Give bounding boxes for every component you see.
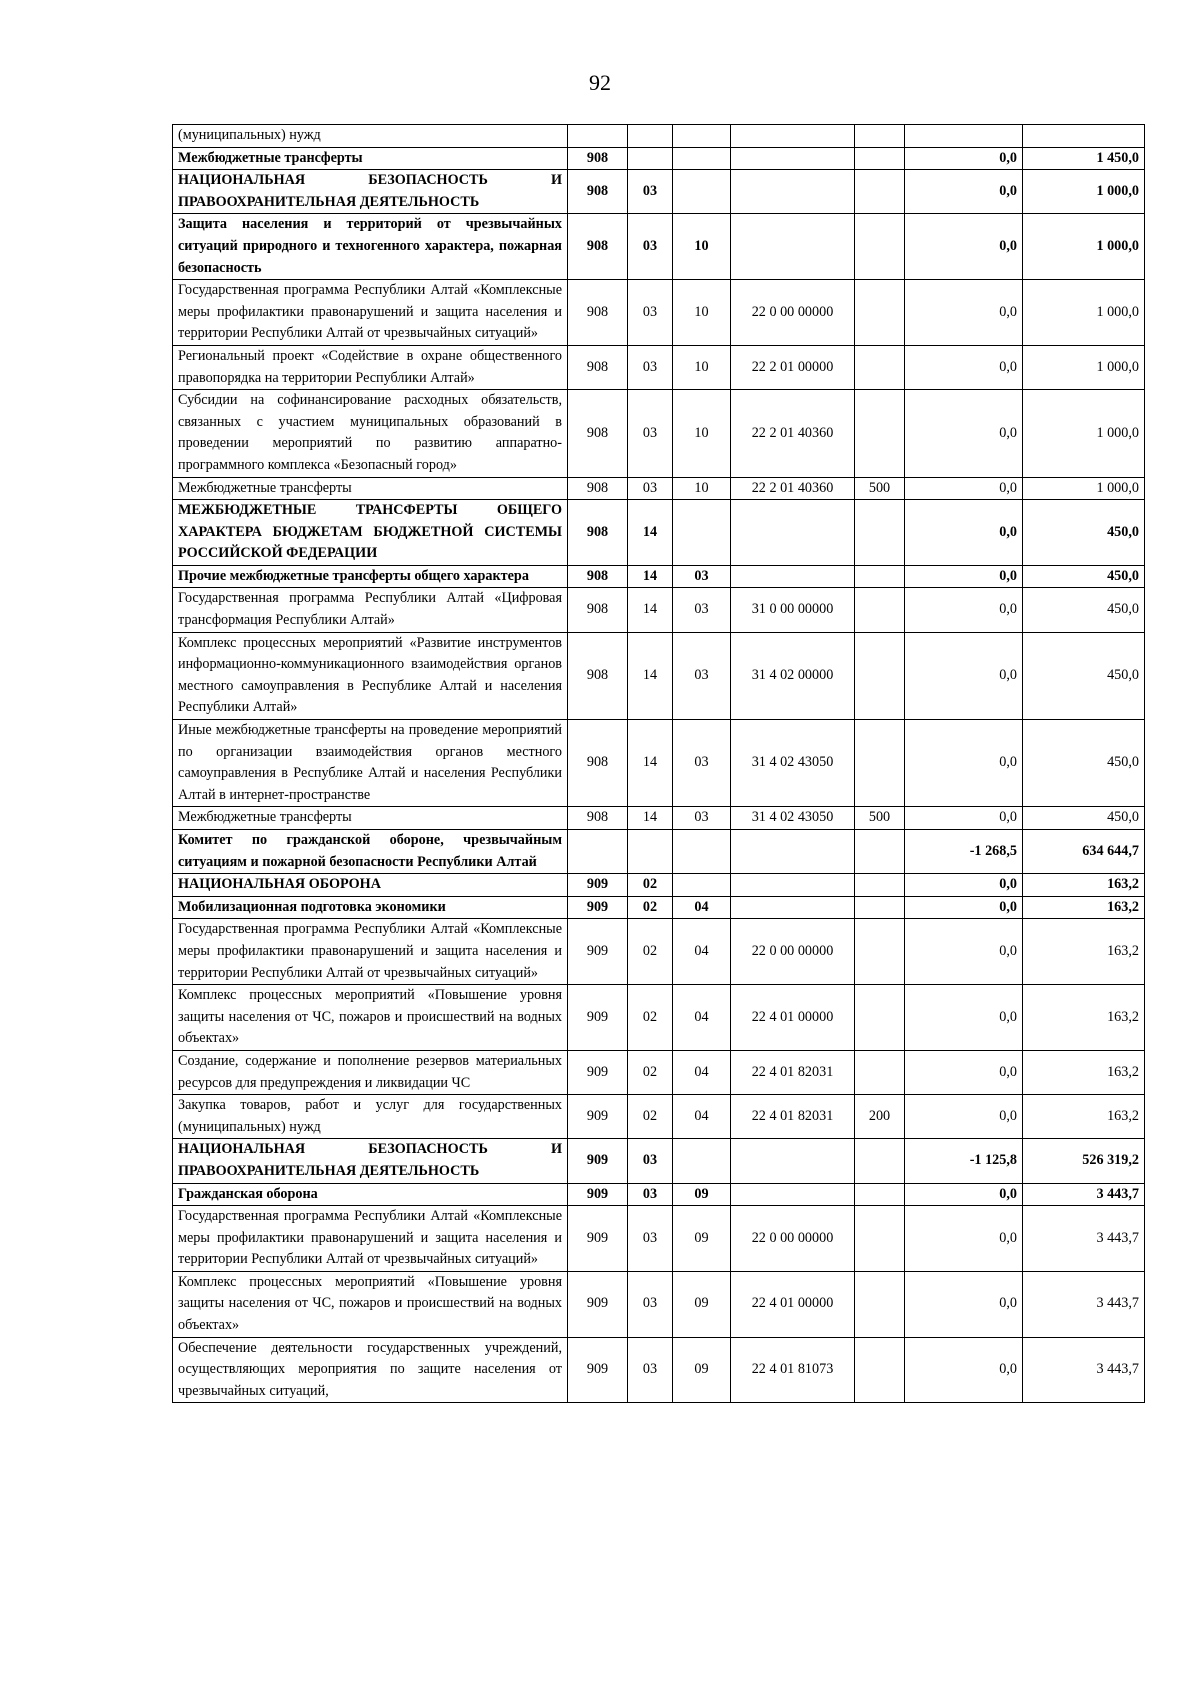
target-article-code	[731, 1183, 855, 1206]
amount-total: 450,0	[1023, 720, 1145, 807]
table-row	[173, 1139, 1145, 1183]
subsection-code	[673, 874, 731, 897]
amount-change: -1 125,8	[905, 1139, 1023, 1183]
target-article-code	[731, 896, 855, 919]
amount-change: 0,0	[905, 1183, 1023, 1206]
target-article-code	[731, 170, 855, 214]
subsection-code	[673, 125, 731, 148]
target-article-code: 22 4 01 82031	[731, 1050, 855, 1094]
amount-total	[1023, 125, 1145, 148]
ministry-code: 908	[568, 477, 628, 500]
table-row	[173, 170, 1145, 214]
target-article-code	[731, 830, 855, 874]
amount-change: 0,0	[905, 280, 1023, 346]
amount-change	[905, 125, 1023, 148]
target-article-code: 22 2 01 00000	[731, 345, 855, 389]
target-article-code	[731, 565, 855, 588]
row-name: Межбюджетные трансферты	[173, 807, 568, 830]
section-code: 03	[628, 1206, 673, 1272]
amount-change: 0,0	[905, 147, 1023, 170]
section-code: 03	[628, 170, 673, 214]
subsection-code: 10	[673, 390, 731, 477]
target-article-code: 31 4 02 43050	[731, 807, 855, 830]
section-code: 02	[628, 1050, 673, 1094]
row-name: Комплекс процессных мероприятий «Повышение уровня защиты населения от ЧС, пожаров и происшествий на водных объектах»	[173, 1271, 568, 1337]
amount-change: 0,0	[905, 632, 1023, 719]
ministry-code: 909	[568, 1183, 628, 1206]
row-name: Субсидии на софинансирование расходных обязательств, связанных с участием муниципальных образований в проведении мероприятий по развитию аппаратно-программного комплекса «Безопасный город»	[173, 390, 568, 477]
subsection-code	[673, 500, 731, 566]
row-name: Прочие межбюджетные трансферты общего характера	[173, 565, 568, 588]
target-article-code: 31 4 02 43050	[731, 720, 855, 807]
section-code	[628, 830, 673, 874]
subsection-code	[673, 147, 731, 170]
row-name: Гражданская оборона	[173, 1183, 568, 1206]
row-name: Защита населения и территорий от чрезвычайных ситуаций природного и техногенного характера, пожарная безопасность	[173, 214, 568, 280]
row-name: Межбюджетные трансферты	[173, 147, 568, 170]
subsection-code: 03	[673, 632, 731, 719]
subsection-code: 03	[673, 807, 731, 830]
row-name: Иные межбюджетные трансферты на проведение мероприятий по организации взаимодействия органов местного самоуправления в Республике Алтай и населения Республики Алтай в интернет-пространстве	[173, 720, 568, 807]
amount-total: 1 000,0	[1023, 345, 1145, 389]
amount-total: 1 000,0	[1023, 280, 1145, 346]
row-name: МЕЖБЮДЖЕТНЫЕ ТРАНСФЕРТЫ ОБЩЕГО ХАРАКТЕРА БЮДЖЕТАМ БЮДЖЕТНОЙ СИСТЕМЫ РОССИЙСКОЙ ФЕДЕРАЦИИ	[173, 500, 568, 566]
section-code: 02	[628, 1095, 673, 1139]
expense-type-code: 500	[855, 477, 905, 500]
section-code: 02	[628, 919, 673, 985]
expense-type-code	[855, 1183, 905, 1206]
target-article-code	[731, 214, 855, 280]
table-row	[173, 565, 1145, 588]
expense-type-code	[855, 985, 905, 1051]
row-name: Комитет по гражданской обороне, чрезвычайным ситуациям и пожарной безопасности Республики Алтай	[173, 830, 568, 874]
amount-change: 0,0	[905, 919, 1023, 985]
amount-change: 0,0	[905, 477, 1023, 500]
row-name: Мобилизационная подготовка экономики	[173, 896, 568, 919]
table-row	[173, 807, 1145, 830]
target-article-code: 22 4 01 82031	[731, 1095, 855, 1139]
subsection-code: 10	[673, 477, 731, 500]
table-row	[173, 720, 1145, 807]
ministry-code: 908	[568, 214, 628, 280]
amount-total: 450,0	[1023, 500, 1145, 566]
subsection-code: 10	[673, 345, 731, 389]
ministry-code: 909	[568, 874, 628, 897]
section-code: 03	[628, 1271, 673, 1337]
section-code: 03	[628, 477, 673, 500]
expense-type-code	[855, 1139, 905, 1183]
expense-type-code	[855, 1271, 905, 1337]
expense-type-code	[855, 170, 905, 214]
target-article-code: 22 2 01 40360	[731, 477, 855, 500]
ministry-code: 908	[568, 588, 628, 632]
target-article-code: 22 4 01 00000	[731, 1271, 855, 1337]
expense-type-code	[855, 1206, 905, 1272]
amount-total: 163,2	[1023, 896, 1145, 919]
table-row	[173, 147, 1145, 170]
ministry-code: 908	[568, 500, 628, 566]
amount-change: 0,0	[905, 1271, 1023, 1337]
table-row	[173, 632, 1145, 719]
table-row	[173, 985, 1145, 1051]
amount-total: 450,0	[1023, 588, 1145, 632]
ministry-code: 908	[568, 390, 628, 477]
amount-change: 0,0	[905, 896, 1023, 919]
row-name: Межбюджетные трансферты	[173, 477, 568, 500]
table-row	[173, 1271, 1145, 1337]
expense-type-code	[855, 214, 905, 280]
target-article-code: 31 0 00 00000	[731, 588, 855, 632]
target-article-code: 22 0 00 00000	[731, 280, 855, 346]
subsection-code: 04	[673, 1050, 731, 1094]
ministry-code: 909	[568, 919, 628, 985]
row-name: НАЦИОНАЛЬНАЯ ОБОРОНА	[173, 874, 568, 897]
row-name: НАЦИОНАЛЬНАЯ БЕЗОПАСНОСТЬ И ПРАВООХРАНИТЕЛЬНАЯ ДЕЯТЕЛЬНОСТЬ	[173, 1139, 568, 1183]
amount-total: 163,2	[1023, 985, 1145, 1051]
amount-change: 0,0	[905, 720, 1023, 807]
amount-change: 0,0	[905, 214, 1023, 280]
subsection-code: 09	[673, 1271, 731, 1337]
expense-type-code	[855, 1050, 905, 1094]
table-row	[173, 588, 1145, 632]
amount-total: 1 000,0	[1023, 214, 1145, 280]
amount-change: 0,0	[905, 170, 1023, 214]
row-name: (муниципальных) нужд	[173, 125, 568, 148]
section-code: 02	[628, 896, 673, 919]
amount-total: 450,0	[1023, 565, 1145, 588]
amount-change: 0,0	[905, 1050, 1023, 1094]
ministry-code: 909	[568, 985, 628, 1051]
amount-total: 163,2	[1023, 1050, 1145, 1094]
expense-type-code: 200	[855, 1095, 905, 1139]
amount-change: 0,0	[905, 588, 1023, 632]
table-body	[173, 125, 1145, 1403]
table-row	[173, 830, 1145, 874]
subsection-code	[673, 170, 731, 214]
section-code	[628, 125, 673, 148]
amount-change: 0,0	[905, 1206, 1023, 1272]
ministry-code	[568, 125, 628, 148]
section-code	[628, 147, 673, 170]
row-name: Обеспечение деятельности государственных учреждений, осуществляющих мероприятия по защите населения от чрезвычайных ситуаций,	[173, 1337, 568, 1403]
amount-total: 634 644,7	[1023, 830, 1145, 874]
amount-change: 0,0	[905, 565, 1023, 588]
table-row	[173, 477, 1145, 500]
expense-type-code	[855, 830, 905, 874]
section-code: 03	[628, 1139, 673, 1183]
subsection-code: 09	[673, 1206, 731, 1272]
amount-change: 0,0	[905, 500, 1023, 566]
expense-type-code: 500	[855, 807, 905, 830]
section-code: 14	[628, 720, 673, 807]
ministry-code: 908	[568, 345, 628, 389]
amount-change: 0,0	[905, 1337, 1023, 1403]
amount-change: 0,0	[905, 807, 1023, 830]
subsection-code: 03	[673, 565, 731, 588]
amount-total: 1 450,0	[1023, 147, 1145, 170]
expense-type-code	[855, 280, 905, 346]
expense-type-code	[855, 147, 905, 170]
amount-total: 3 443,7	[1023, 1271, 1145, 1337]
expense-type-code	[855, 565, 905, 588]
subsection-code	[673, 830, 731, 874]
subsection-code: 04	[673, 896, 731, 919]
expense-type-code	[855, 632, 905, 719]
ministry-code: 909	[568, 1271, 628, 1337]
expense-type-code	[855, 345, 905, 389]
ministry-code: 908	[568, 170, 628, 214]
table-row	[173, 1095, 1145, 1139]
expense-type-code	[855, 720, 905, 807]
row-name: Региональный проект «Содействие в охране общественного правопорядка на территории Республики Алтай»	[173, 345, 568, 389]
table-row	[173, 1183, 1145, 1206]
expense-type-code	[855, 919, 905, 985]
row-name: Государственная программа Республики Алтай «Комплексные меры профилактики правонарушений и защита населения и территории Республики Алтай от чрезвычайных ситуаций»	[173, 1206, 568, 1272]
subsection-code: 10	[673, 280, 731, 346]
subsection-code: 10	[673, 214, 731, 280]
ministry-code: 908	[568, 565, 628, 588]
table-row	[173, 390, 1145, 477]
row-name: Создание, содержание и пополнение резервов материальных ресурсов для предупреждения и ликвидации ЧС	[173, 1050, 568, 1094]
target-article-code: 22 0 00 00000	[731, 919, 855, 985]
ministry-code: 909	[568, 896, 628, 919]
ministry-code: 908	[568, 147, 628, 170]
ministry-code: 908	[568, 632, 628, 719]
amount-total: 163,2	[1023, 919, 1145, 985]
table-row	[173, 896, 1145, 919]
expense-type-code	[855, 390, 905, 477]
row-name: НАЦИОНАЛЬНАЯ БЕЗОПАСНОСТЬ И ПРАВООХРАНИТЕЛЬНАЯ ДЕЯТЕЛЬНОСТЬ	[173, 170, 568, 214]
section-code: 14	[628, 500, 673, 566]
section-code: 03	[628, 345, 673, 389]
subsection-code: 09	[673, 1337, 731, 1403]
subsection-code: 03	[673, 720, 731, 807]
row-name: Государственная программа Республики Алтай «Цифровая трансформация Республики Алтай»	[173, 588, 568, 632]
ministry-code	[568, 830, 628, 874]
amount-total: 163,2	[1023, 1095, 1145, 1139]
amount-total: 526 319,2	[1023, 1139, 1145, 1183]
subsection-code: 04	[673, 1095, 731, 1139]
amount-change: 0,0	[905, 985, 1023, 1051]
table-row	[173, 1337, 1145, 1403]
amount-total: 1 000,0	[1023, 477, 1145, 500]
table-row	[173, 1050, 1145, 1094]
ministry-code: 909	[568, 1139, 628, 1183]
target-article-code: 22 2 01 40360	[731, 390, 855, 477]
target-article-code: 22 4 01 00000	[731, 985, 855, 1051]
row-name: Комплекс процессных мероприятий «Развитие инструментов информационно-коммуникационного взаимодействия органов местного самоуправления в Республике Алтай и населения Республики Алтай»	[173, 632, 568, 719]
amount-change: 0,0	[905, 390, 1023, 477]
amount-total: 450,0	[1023, 807, 1145, 830]
amount-total: 163,2	[1023, 874, 1145, 897]
target-article-code	[731, 874, 855, 897]
table-row	[173, 1206, 1145, 1272]
target-article-code	[731, 147, 855, 170]
table-row	[173, 214, 1145, 280]
amount-change: 0,0	[905, 345, 1023, 389]
expense-type-code	[855, 125, 905, 148]
section-code: 14	[628, 588, 673, 632]
amount-change: 0,0	[905, 874, 1023, 897]
section-code: 03	[628, 280, 673, 346]
section-code: 03	[628, 1337, 673, 1403]
expense-type-code	[855, 1337, 905, 1403]
ministry-code: 908	[568, 280, 628, 346]
subsection-code: 03	[673, 588, 731, 632]
expense-type-code	[855, 896, 905, 919]
table-row	[173, 874, 1145, 897]
table-row	[173, 125, 1145, 148]
subsection-code: 04	[673, 919, 731, 985]
ministry-code: 909	[568, 1337, 628, 1403]
amount-total: 3 443,7	[1023, 1183, 1145, 1206]
expense-type-code	[855, 874, 905, 897]
section-code: 02	[628, 874, 673, 897]
ministry-code: 908	[568, 720, 628, 807]
target-article-code: 22 0 00 00000	[731, 1206, 855, 1272]
table-row	[173, 919, 1145, 985]
row-name: Закупка товаров, работ и услуг для государственных (муниципальных) нужд	[173, 1095, 568, 1139]
section-code: 14	[628, 632, 673, 719]
section-code: 03	[628, 390, 673, 477]
amount-total: 1 000,0	[1023, 170, 1145, 214]
ministry-code: 909	[568, 1095, 628, 1139]
amount-change: 0,0	[905, 1095, 1023, 1139]
table-row	[173, 280, 1145, 346]
section-code: 14	[628, 807, 673, 830]
ministry-code: 909	[568, 1206, 628, 1272]
section-code: 02	[628, 985, 673, 1051]
expense-type-code	[855, 500, 905, 566]
target-article-code: 31 4 02 00000	[731, 632, 855, 719]
amount-change: -1 268,5	[905, 830, 1023, 874]
subsection-code: 09	[673, 1183, 731, 1206]
row-name: Государственная программа Республики Алтай «Комплексные меры профилактики правонарушений и защита населения и территории Республики Алтай от чрезвычайных ситуаций»	[173, 280, 568, 346]
row-name: Комплекс процессных мероприятий «Повышение уровня защиты населения от ЧС, пожаров и происшествий на водных объектах»	[173, 985, 568, 1051]
section-code: 03	[628, 214, 673, 280]
subsection-code	[673, 1139, 731, 1183]
budget-table	[172, 124, 1145, 1403]
target-article-code	[731, 500, 855, 566]
amount-total: 3 443,7	[1023, 1206, 1145, 1272]
table-row	[173, 500, 1145, 566]
table-row	[173, 345, 1145, 389]
target-article-code: 22 4 01 81073	[731, 1337, 855, 1403]
page-number: 92	[589, 70, 611, 95]
subsection-code: 04	[673, 985, 731, 1051]
amount-total: 3 443,7	[1023, 1337, 1145, 1403]
section-code: 03	[628, 1183, 673, 1206]
section-code: 14	[628, 565, 673, 588]
target-article-code	[731, 1139, 855, 1183]
row-name: Государственная программа Республики Алтай «Комплексные меры профилактики правонарушений и защита населения и территории Республики Алтай от чрезвычайных ситуаций»	[173, 919, 568, 985]
amount-total: 1 000,0	[1023, 390, 1145, 477]
amount-total: 450,0	[1023, 632, 1145, 719]
ministry-code: 909	[568, 1050, 628, 1094]
expense-type-code	[855, 588, 905, 632]
ministry-code: 908	[568, 807, 628, 830]
target-article-code	[731, 125, 855, 148]
